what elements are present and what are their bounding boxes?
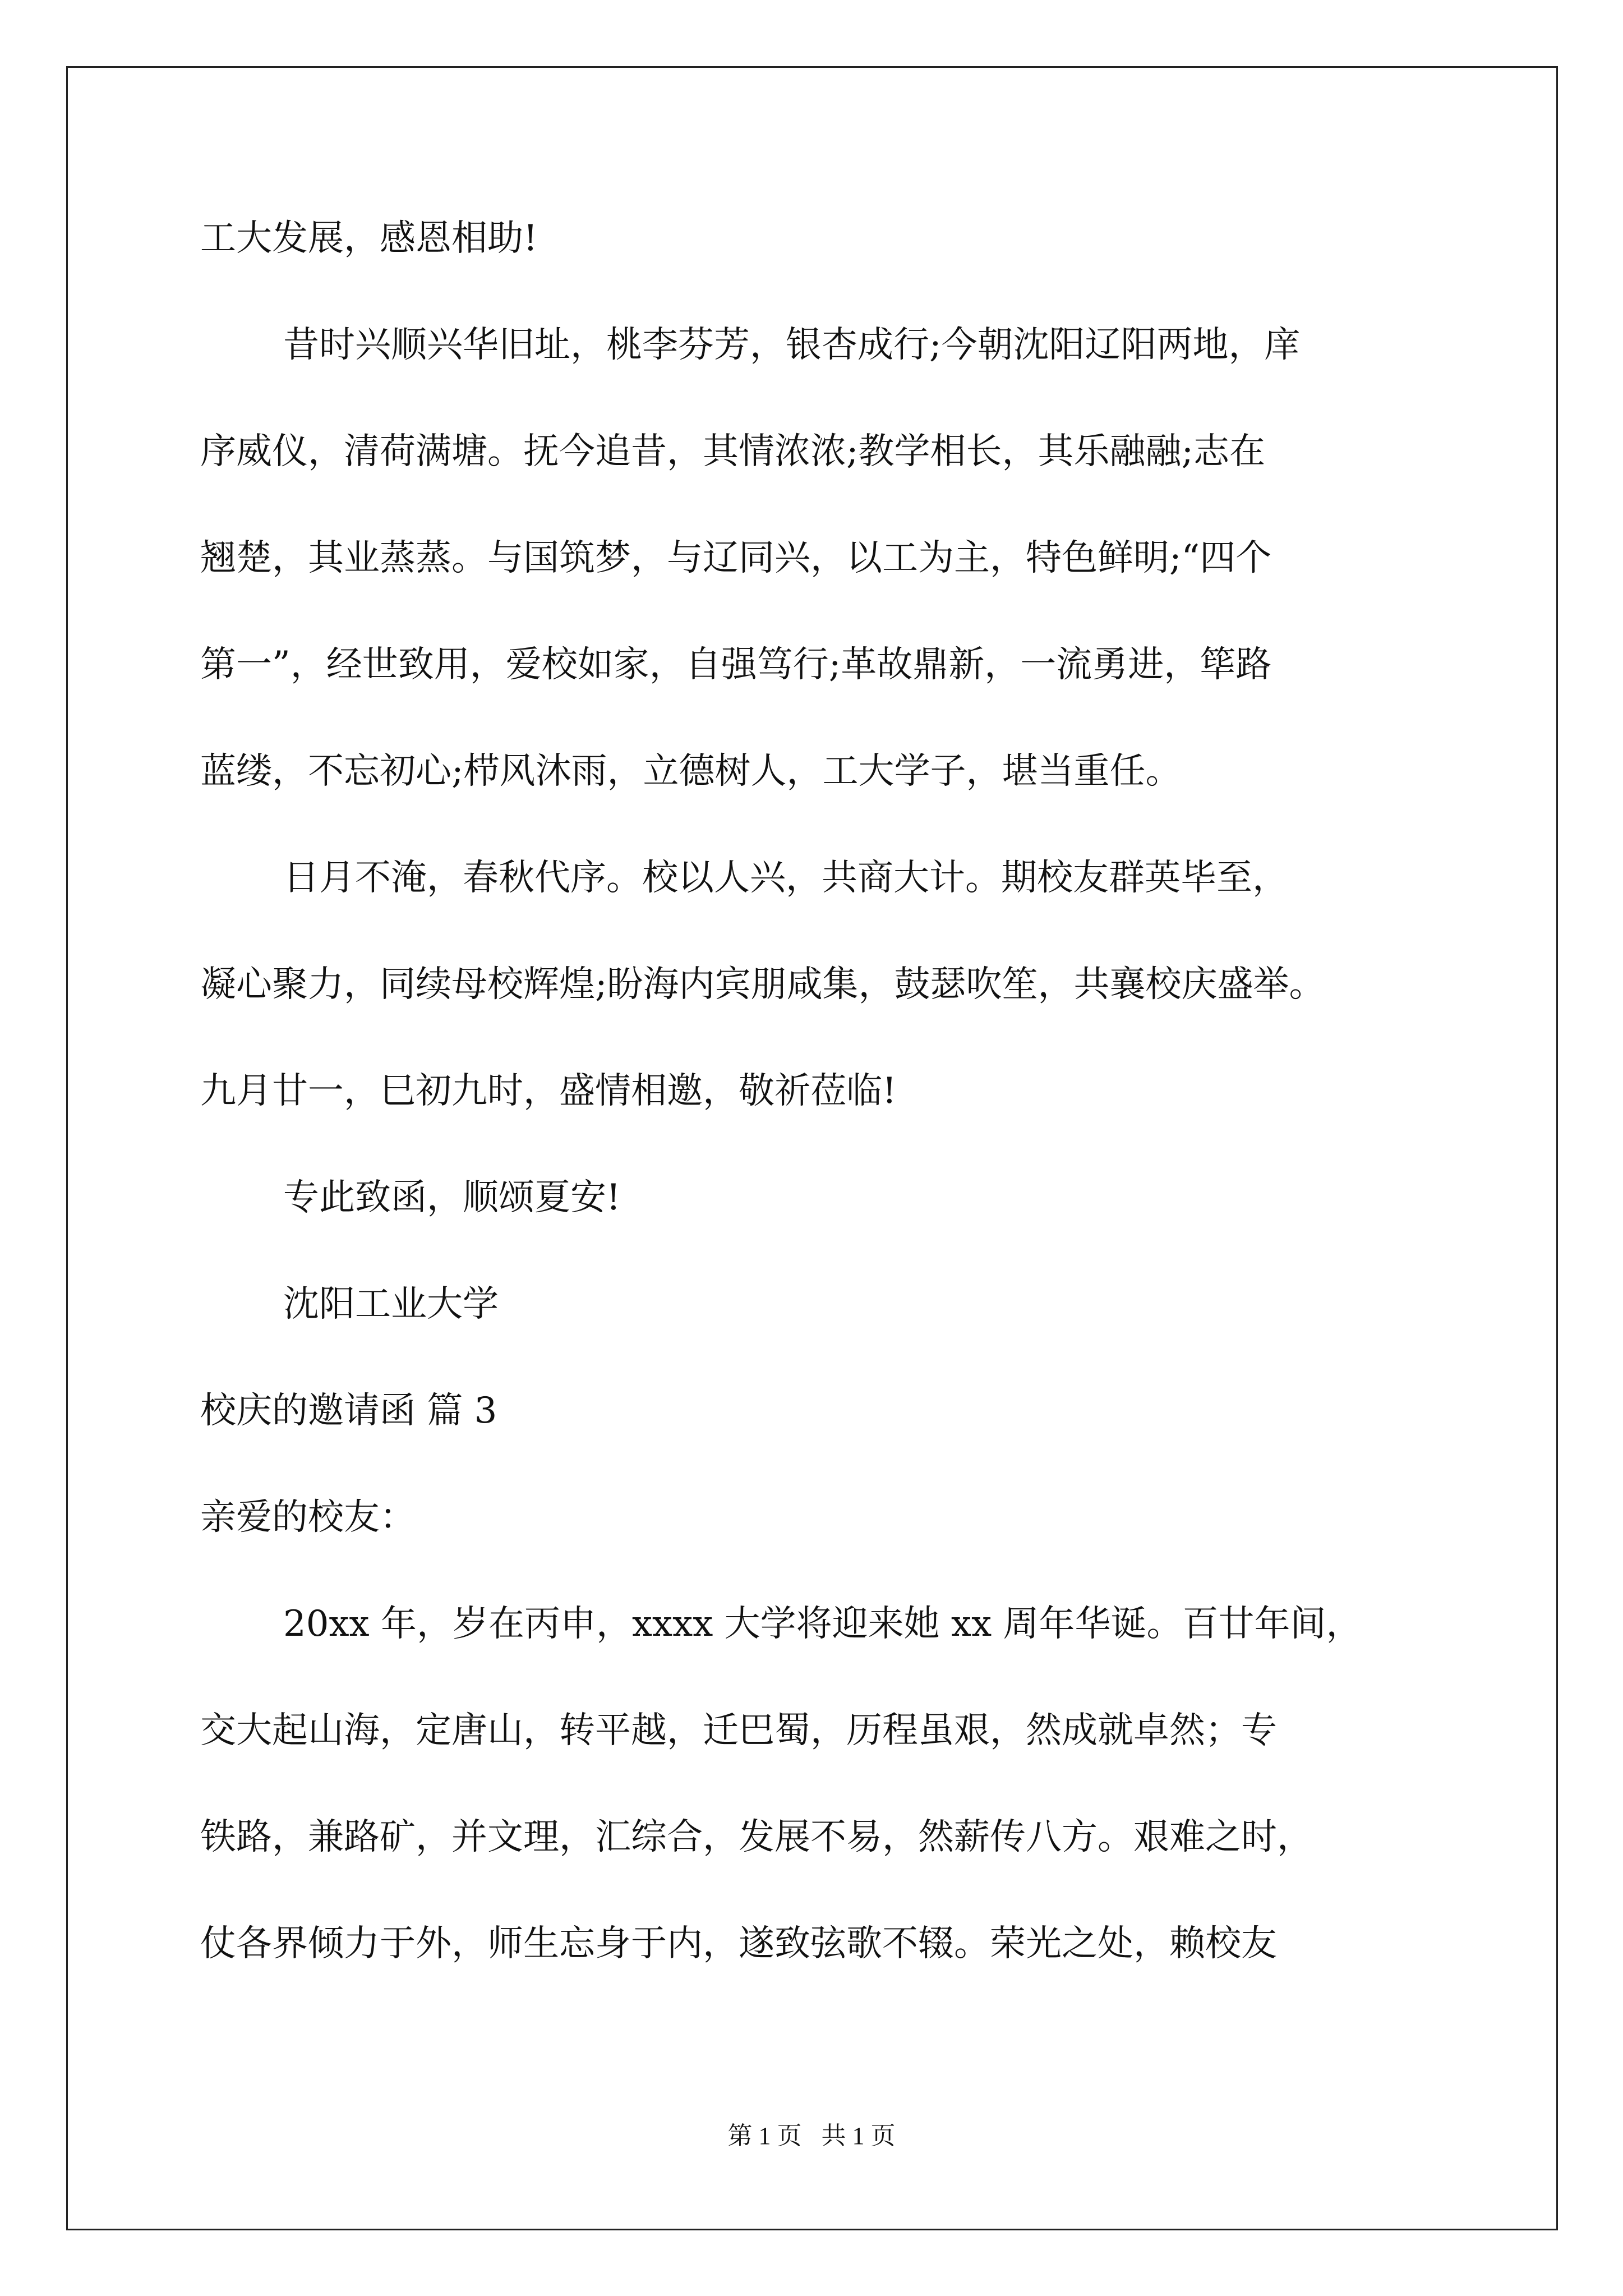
salutation-line: 亲爱的校友： [200,1497,416,1538]
text-line-8: 凝心聚力，同续母校辉煌;盼海内宾朋咸集，鼓瑟吹笙，共襄校庆盛举。 [200,964,1325,1005]
text-line-15: 交大起山海，定唐山，转平越，迁巴蜀，历程虽艰，然成就卓然；专 [200,1710,1277,1751]
text-line-3: 序威仪，清荷满塘。抚今追昔，其情浓浓;教学相长，其乐融融;志在 [200,431,1266,472]
closing-line: 专此致函，顺颂夏安! [283,1177,621,1218]
page-number: 第 1 页 [727,2122,802,2150]
section-heading: 校庆的邀请函 篇 3 [200,1390,497,1432]
text-line-5: 第一”，经世致用，爱校如家，自强笃行;革故鼎新，一流勇进，筚路 [200,644,1272,685]
text-line-17: 仗各界倾力于外，师生忘身于内，遂致弦歌不辍。荣光之处，赖校友 [200,1923,1277,1964]
signature-line: 沈阳工业大学 [283,1283,499,1325]
page-border [66,66,1558,2230]
text-line-2: 昔时兴顺兴华旧址，桃李芬芳，银杏成行;今朝沈阳辽阳两地，庠 [283,324,1301,366]
text-line-14: 20xx 年，岁在丙申，xxxx 大学将迎来她 xx 周年华诞。百廿年间， [283,1603,1362,1645]
text-line-1: 工大发展，感恩相助! [200,218,538,259]
text-line-16: 铁路，兼路矿，并文理，汇综合，发展不易，然薪传八方。艰难之时， [200,1816,1313,1858]
text-line-9: 九月廿一，巳初九时，盛情相邀，敬祈莅临! [200,1070,897,1112]
text-line-6: 蓝缕，不忘初心;栉风沐雨，立德树人，工大学子，堪当重任。 [200,751,1182,792]
page-total: 共 1 页 [821,2122,896,2150]
text-line-4: 翘楚，其业蒸蒸。与国筑梦，与辽同兴，以工为主，特色鲜明;“四个 [200,537,1272,579]
text-line-7: 日月不淹，春秋代序。校以人兴，共商大计。期校友群英毕至， [283,857,1288,899]
page-footer [0,2119,1623,2153]
